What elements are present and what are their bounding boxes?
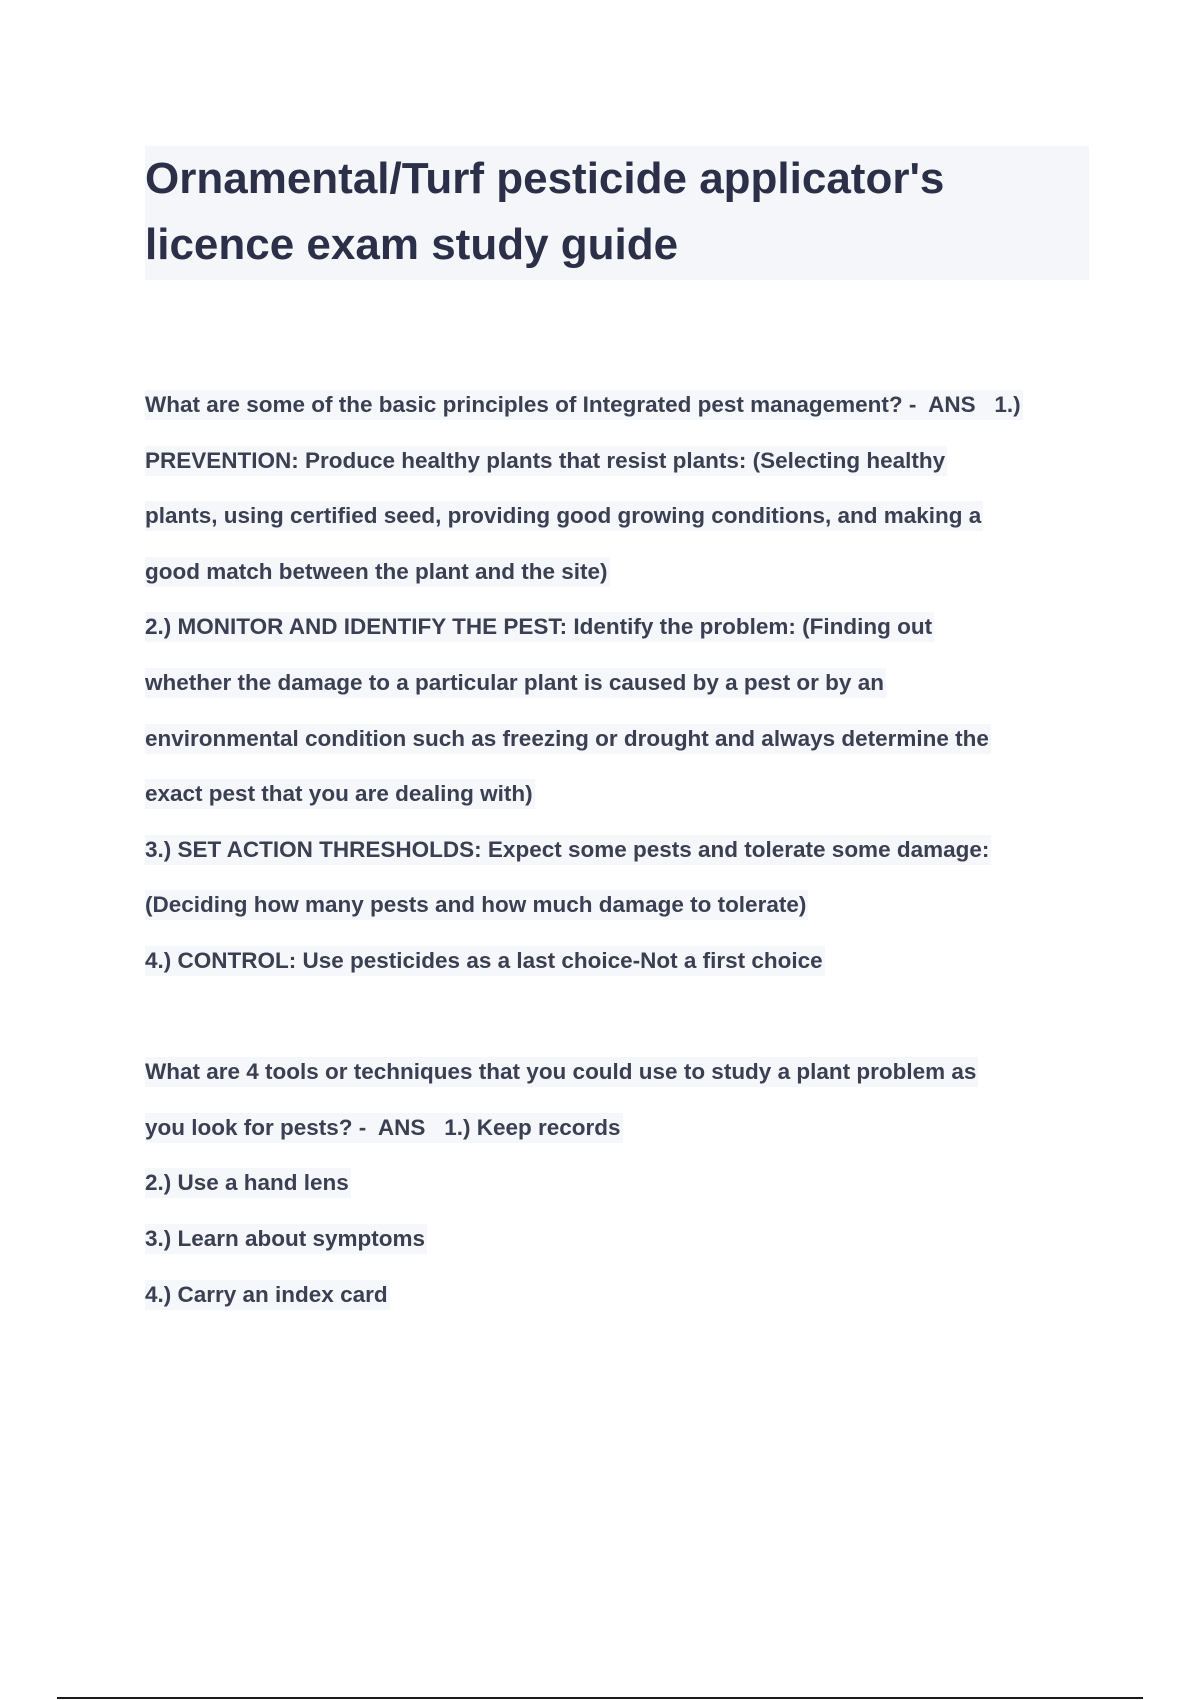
qa-1-line-6: whether the damage to a particular plant is caused by a pest or by an xyxy=(145,668,886,698)
document-title xyxy=(145,146,1089,280)
qa-2-line-2: you look for pests? - ANS 1.) Keep records xyxy=(145,1113,623,1143)
qa-2-line-3: 2.) Use a hand lens xyxy=(145,1168,351,1198)
qa-1-line-7: environmental condition such as freezing or drought and always determine the xyxy=(145,724,991,754)
qa-2-line-4: 3.) Learn about symptoms xyxy=(145,1224,427,1254)
qa-1-line-4: good match between the plant and the site) xyxy=(145,557,610,587)
qa-2-line-1: What are 4 tools or techniques that you could use to study a plant problem as xyxy=(145,1057,978,1087)
qa-1-line-10: (Deciding how many pests and how much damage to tolerate) xyxy=(145,890,808,920)
qa-1-line-11: 4.) CONTROL: Use pesticides as a last choice-Not a first choice xyxy=(145,946,825,976)
title-line-2: licence exam study guide xyxy=(145,220,679,269)
title-line-1: Ornamental/Turf pesticide applicator's xyxy=(145,154,945,203)
qa-1-line-3: plants, using certified seed, providing good growing conditions, and making a xyxy=(145,501,983,531)
qa-2-line-5: 4.) Carry an index card xyxy=(145,1280,390,1310)
qa-1-line-8: exact pest that you are dealing with) xyxy=(145,779,535,809)
qa-1-line-1: What are some of the basic principles of Integrated pest management? - ANS 1.) xyxy=(145,390,1023,420)
qa-1-line-9: 3.) SET ACTION THRESHOLDS: Expect some pests and tolerate some damage: xyxy=(145,835,991,865)
qa-1-line-5: 2.) MONITOR AND IDENTIFY THE PEST: Identify the problem: (Finding out xyxy=(145,612,934,642)
footer-divider xyxy=(57,1697,1143,1699)
qa-1-line-2: PREVENTION: Produce healthy plants that resist plants: (Selecting healthy xyxy=(145,446,947,476)
